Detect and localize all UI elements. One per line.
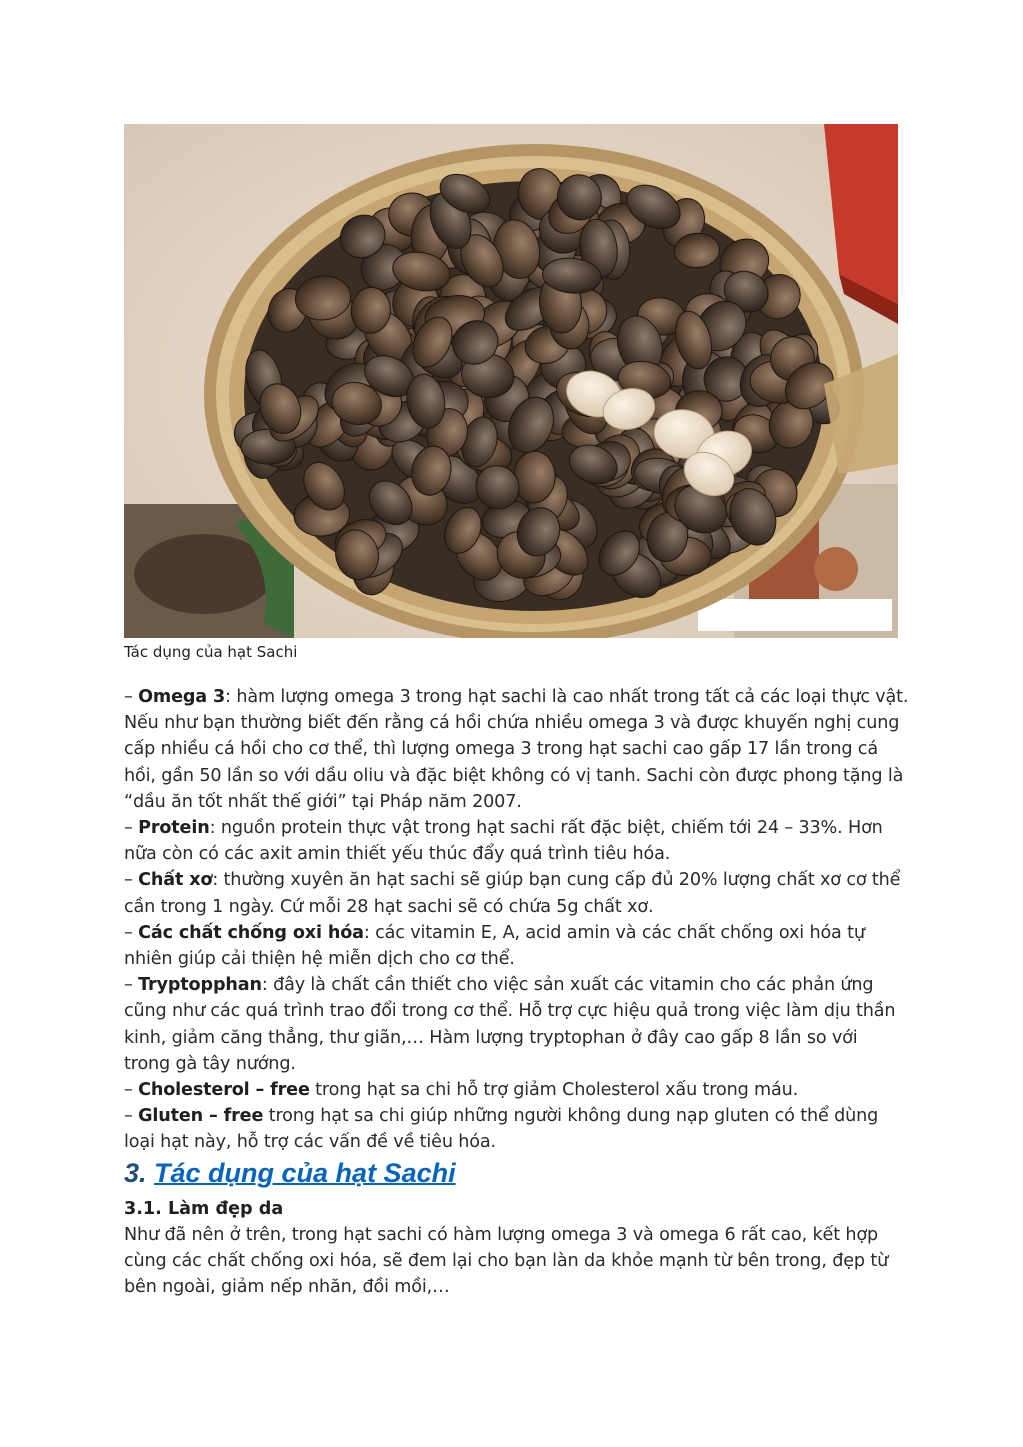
nutrient-term: Gluten – free: [138, 1106, 264, 1127]
nutrient-item-cholesterol: [124, 1077, 909, 1103]
nutrient-list: [124, 684, 909, 1156]
nutrient-term: Cholesterol – free: [138, 1080, 310, 1101]
nutrient-item-fiber: [124, 867, 909, 919]
section-3-heading: [124, 1156, 456, 1190]
section-3-link[interactable]: Tác dụng của hạt Sachi: [154, 1158, 456, 1188]
nutrient-term: Các chất chống oxi hóa: [138, 922, 364, 943]
bullet-dash: –: [124, 818, 139, 839]
nutrient-text: : nguồn protein thực vật trong hạt sachi rất đặc biệt, chiếm tới 24 – 33%. Hơn nữa còn có các axit amin thiết yếu thúc đẩy quá trình tiêu hóa.: [124, 818, 883, 865]
section-3-1-text: Như đã nên ở trên, trong hạt sachi có hàm lượng omega 3 và omega 6 rất cao, kết hợp cùng các chất chống oxi hóa, sẽ đem lại cho bạn làn da khỏe mạnh từ bên trong, đẹp từ bên ngoài, giảm nếp nhăn, đồi mồi,…: [124, 1225, 889, 1298]
section-number: 3.: [124, 1158, 155, 1188]
nutrient-term: Omega 3: [138, 687, 226, 707]
sachi-seeds-photo: [124, 124, 898, 638]
bullet-dash: –: [124, 870, 139, 891]
bullet-dash: –: [124, 975, 139, 996]
nutrient-item-omega3: [124, 684, 909, 815]
nutrient-text: trong hạt sa chi giúp những người không dung nạp gluten có thể dùng loại hạt này, hỗ trợ các vấn đề về tiêu hóa.: [124, 1106, 879, 1153]
sachi-seeds-basket-icon: [124, 124, 898, 638]
nutrient-term: Tryptopphan: [138, 975, 262, 996]
bullet-dash: –: [124, 687, 139, 707]
nutrient-text: : thường xuyên ăn hạt sachi sẽ giúp bạn cung cấp đủ 20% lượng chất xơ cơ thể cần trong 1 ngày. Cứ mỗi 28 hạt sachi sẽ có chứa 5g chất xơ.: [124, 870, 901, 917]
bullet-dash: –: [124, 1080, 139, 1101]
nutrient-item-protein: [124, 815, 909, 867]
nutrient-text: : các vitamin E, A, acid amin và các chất chống oxi hóa tự nhiên giúp cải thiện hệ miễn dịch cho cơ thể.: [124, 922, 865, 970]
nutrient-item-antioxidants: [124, 920, 909, 972]
section-3-1-heading: 3.1. Làm đẹp da: [124, 1199, 284, 1219]
nutrient-term: Protein: [138, 818, 210, 839]
nutrient-text: trong hạt sa chi hỗ trợ giảm Cholesterol xấu trong máu.: [309, 1080, 799, 1101]
figure-caption: Tác dụng của hạt Sachi: [124, 643, 298, 661]
nutrient-text: : hàm lượng omega 3 trong hạt sachi là cao nhất trong tất cả các loại thực vật. Nếu như bạn thường biết đến rằng cá hồi chứa nhiều omega 3 và được khuyến nghị cung cấp nhiều cá hồi cho cơ thể, thì lượng omega 3 trong hạt sachi cao gấp 17 lần trong cá hồi, gần 50 lần so với dầu oliu và đặc biệt không có vị tanh. Sachi còn được phong tặng là “dầu ăn tốt nhất thế giới” tại Pháp năm 2007.: [124, 687, 909, 812]
nutrient-text: : đây là chất cần thiết cho việc sản xuất các vitamin cho các phản ứng cũng như các quá trình trao đổi trong cơ thể. Hỗ trợ cực hiệu quả trong việc làm dịu thần kinh, giảm căng thẳng, thư giãn,… Hàm lượng tryptophan ở đây cao gấp 8 lần so với trong gà tây nướng.: [124, 975, 896, 1074]
nutrient-item-tryptophan: [124, 972, 909, 1077]
nutrient-term: Chất xơ: [138, 870, 213, 891]
bullet-dash: –: [124, 1106, 139, 1127]
nutrient-item-gluten: [124, 1103, 909, 1155]
bullet-dash: –: [124, 922, 139, 943]
